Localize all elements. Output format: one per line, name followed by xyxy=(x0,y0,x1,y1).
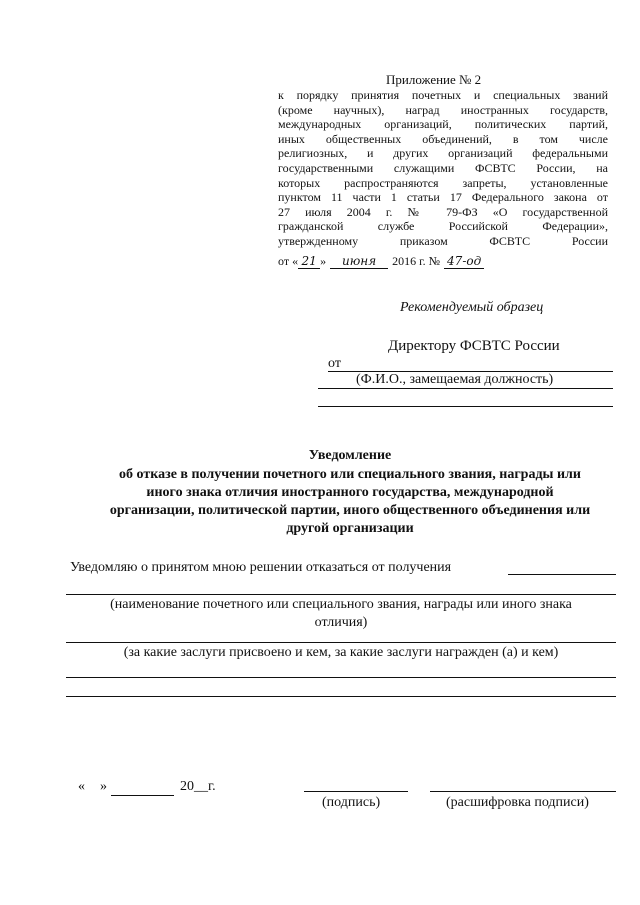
appendix-line: пунктом 11 части 1 статьи 17 Федерального закона от xyxy=(278,190,608,205)
decoding-hint: (расшифровка подписи) xyxy=(446,795,589,810)
fio-underline xyxy=(318,388,613,389)
merits-line-3[interactable] xyxy=(66,696,616,697)
notice-line: об отказе в получении почетного или специального звания, награды или xyxy=(119,467,581,482)
appendix-title: Приложение № 2 xyxy=(386,72,482,87)
from-field[interactable] xyxy=(328,356,613,372)
award-hint xyxy=(66,596,616,632)
fio-hint: (Ф.И.О., замещаемая должность) xyxy=(356,372,554,387)
position-line[interactable] xyxy=(318,406,613,407)
appendix-line: к порядку принятия почетных и специальных званий xyxy=(278,88,608,102)
merits-line[interactable] xyxy=(66,642,616,643)
notice-line: другой организации xyxy=(286,521,414,536)
appendix-line: утвержденному приказом ФСВТС России xyxy=(278,233,608,248)
notice-title: Уведомление xyxy=(308,448,392,463)
intro-text: Уведомляю о принятом мною решении отказаться от получения xyxy=(70,560,452,575)
appendix-text xyxy=(278,88,608,249)
appendix-line: иных общественных объединений, в том числе xyxy=(278,131,608,146)
merits-line-2[interactable] xyxy=(66,677,616,678)
sample-label: Рекомендуемый образец xyxy=(400,300,544,315)
notice-line: иного знака отличия иностранного государства, международной xyxy=(146,485,554,500)
appendix-line: которых распространяются запреты, установленные xyxy=(278,175,608,190)
addressee-to: Директору ФСВТС России xyxy=(388,338,560,354)
appendix-line: гражданской службе Российской Федерации», xyxy=(278,219,608,234)
appendix-line: международных организаций, политических партий, xyxy=(278,117,608,132)
notice-line: организации, политической партии, иного общественного объединения или xyxy=(109,503,591,518)
order-date-year: 2016 г. № xyxy=(392,254,441,268)
order-date-day: 21 xyxy=(298,254,320,269)
date-year: 20__г. xyxy=(180,779,216,794)
appendix-line: 27 июля 2004 г. № 79-ФЗ «О государственной xyxy=(278,204,608,219)
date-month-line[interactable] xyxy=(111,795,174,796)
date-open-quote: « xyxy=(78,779,85,794)
from-label: от xyxy=(328,356,341,371)
date-close-quote: » xyxy=(100,779,107,794)
notice-subtitle xyxy=(60,466,640,538)
order-date-mid: » xyxy=(320,254,327,268)
decoding-line[interactable] xyxy=(430,791,616,792)
appendix-line: государственными служащими ФСВТС России, на xyxy=(278,160,608,175)
award-hint-line: отличия) xyxy=(314,615,368,630)
order-date-line xyxy=(278,254,608,269)
award-line-inline[interactable] xyxy=(508,574,616,575)
appendix-line: религиозных, и других организаций федеральными xyxy=(278,146,608,161)
signature-hint: (подпись) xyxy=(322,795,381,810)
merits-hint: (за какие заслуги присвоено и кем, за какие заслуги награжден (а) и кем) xyxy=(123,645,559,660)
order-date-prefix: от « xyxy=(278,254,299,268)
appendix-line: (кроме научных), наград иностранных государств, xyxy=(278,102,608,117)
award-line[interactable] xyxy=(66,594,616,595)
order-number: 47-од xyxy=(444,254,484,269)
award-hint-line: (наименование почетного или специального звания, награды или иного знака xyxy=(110,597,572,612)
signature-line[interactable] xyxy=(304,791,408,792)
order-date-month: июня xyxy=(330,254,388,269)
